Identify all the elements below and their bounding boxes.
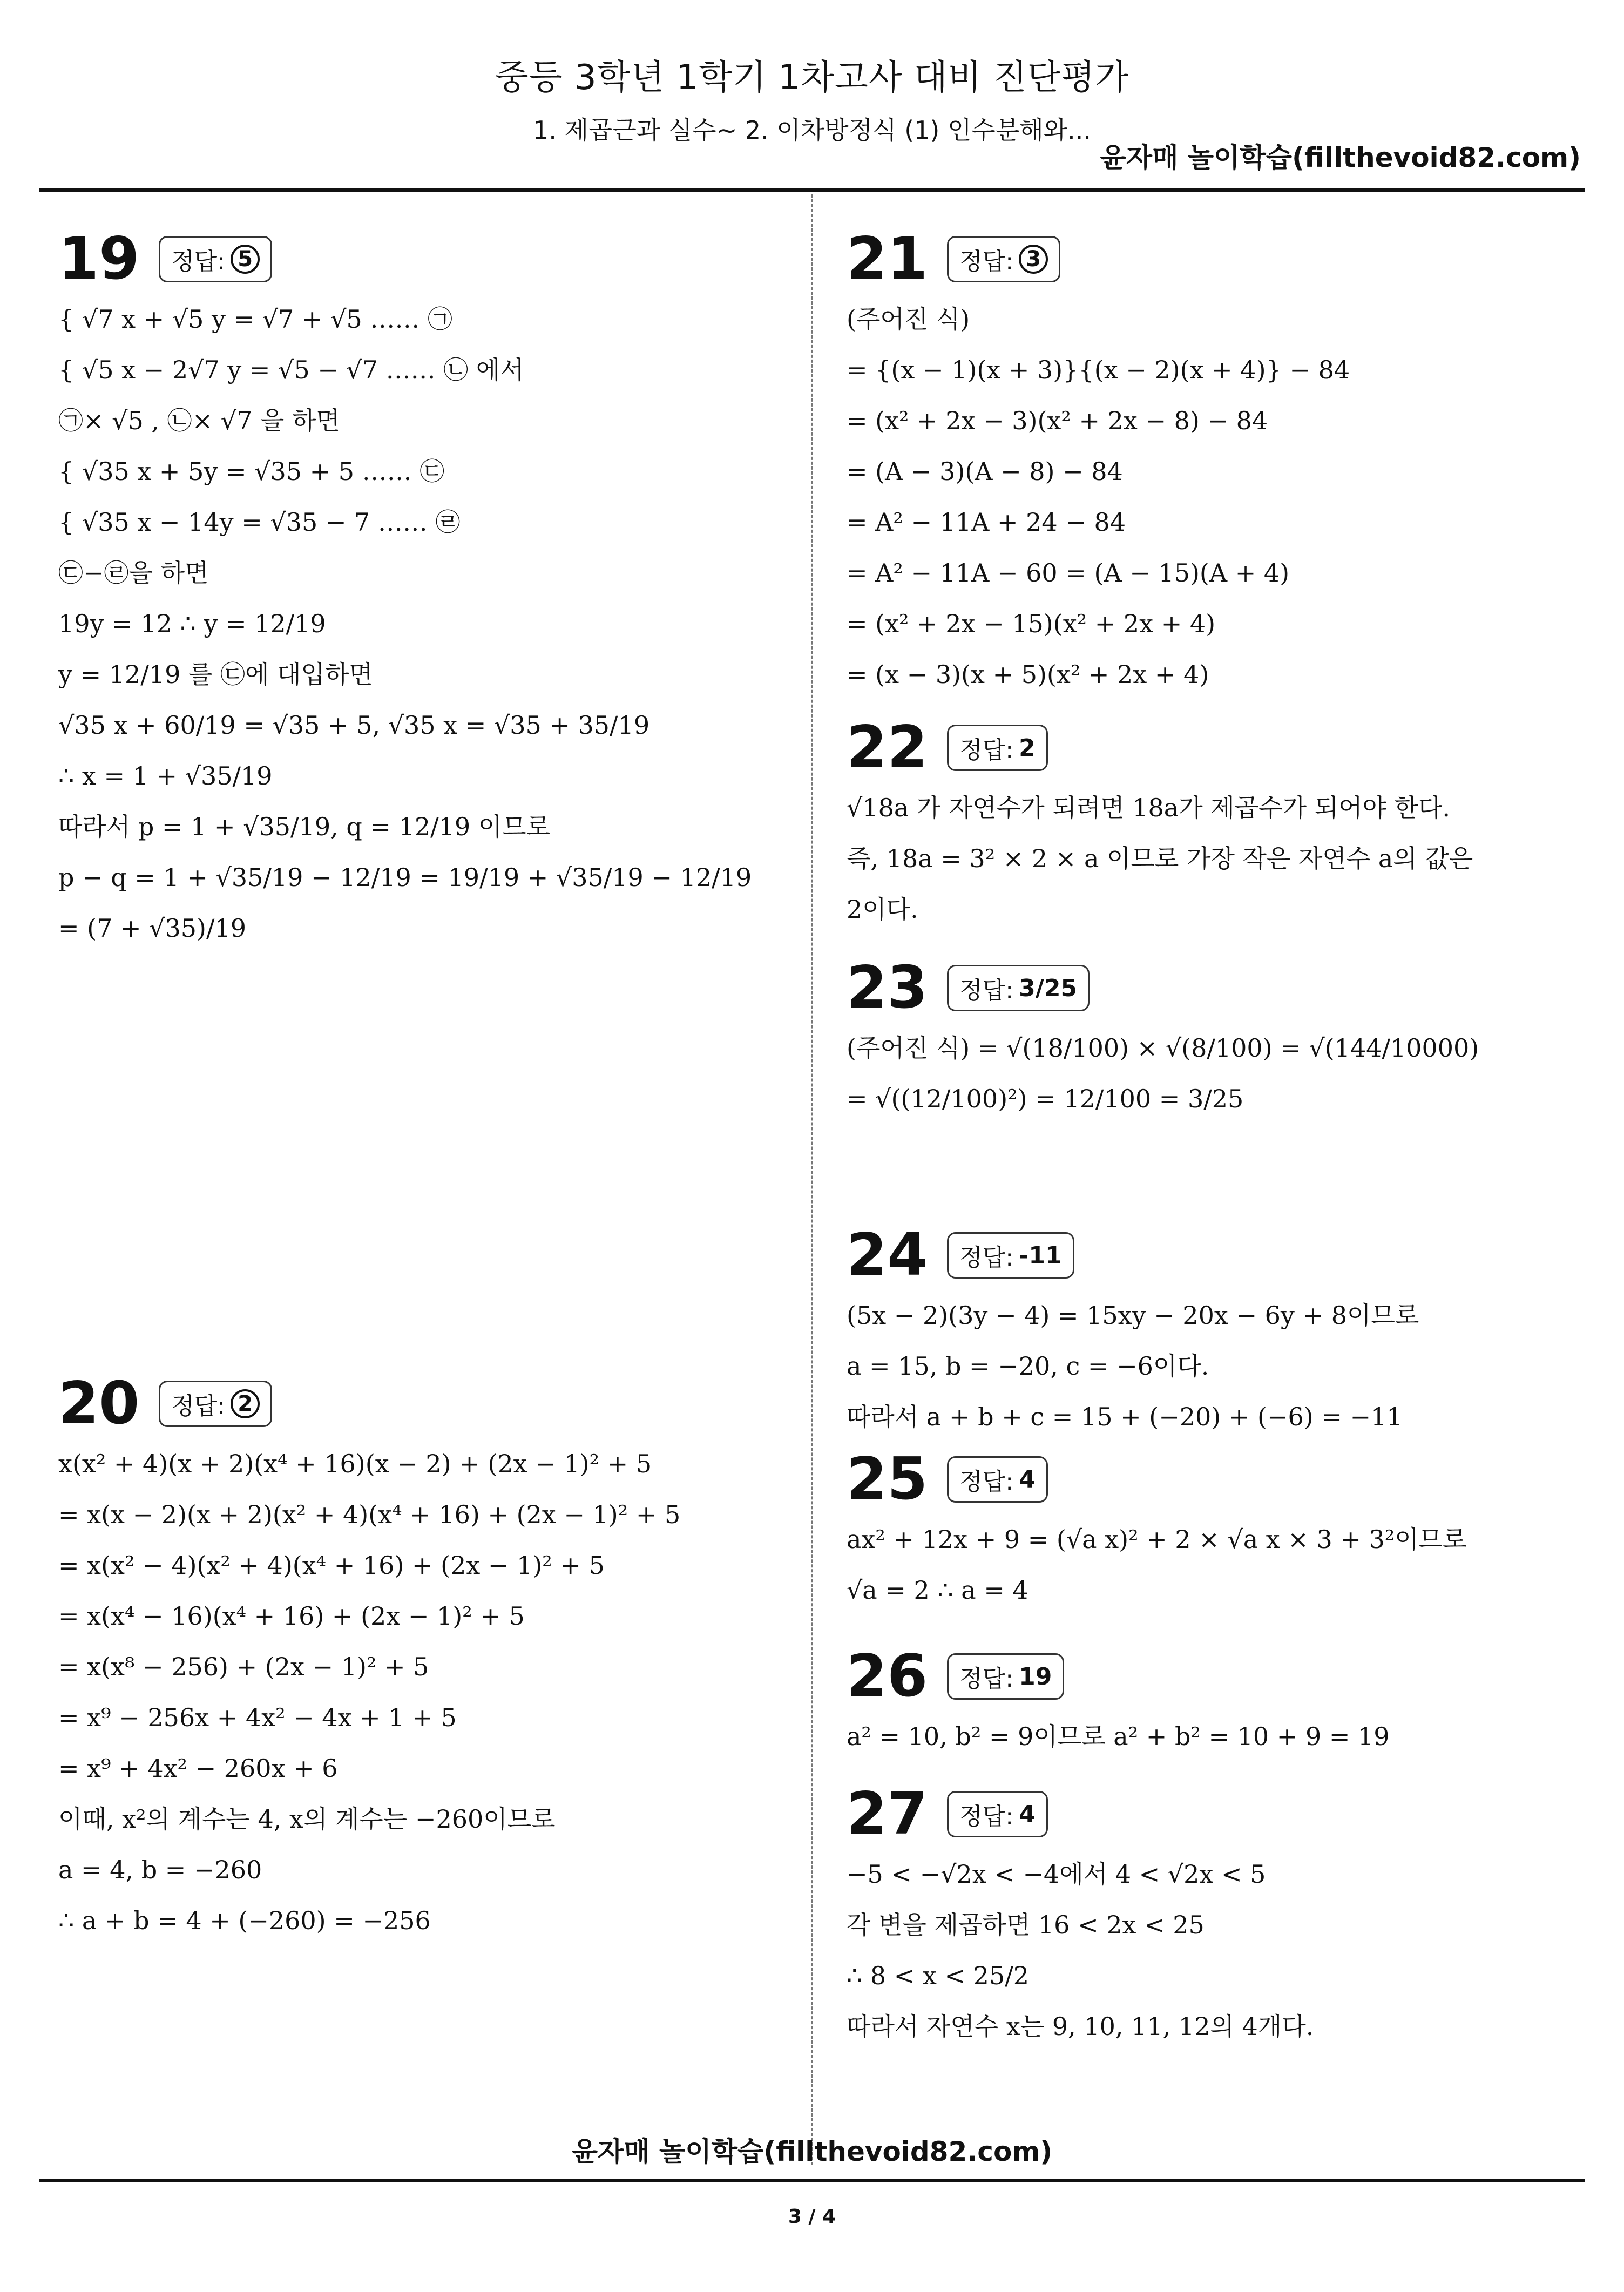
answer-badge xyxy=(947,1456,1047,1503)
answer-value: 19 xyxy=(1019,1662,1052,1691)
solution-line: (주어진 식) xyxy=(847,305,970,334)
solution-line: ㉢−㉣을 하면 xyxy=(58,558,209,587)
solution-line: ∴ x = 1 + √35/19 xyxy=(58,761,273,790)
question-header xyxy=(847,1223,1570,1288)
question-number: 24 xyxy=(847,1221,928,1289)
answer-badge xyxy=(947,725,1047,771)
question-23 xyxy=(847,956,1570,1124)
question-header xyxy=(847,1782,1570,1847)
answer-value: 4 xyxy=(1019,1465,1036,1493)
solution-line: 따라서 자연수 x는 9, 10, 11, 12의 4개다. xyxy=(847,2012,1314,2041)
solution-line: 2이다. xyxy=(847,895,918,924)
solution-line: = x(x⁸ − 256) + (2x − 1)² + 5 xyxy=(58,1652,429,1681)
solution-line: ㉠× √5 , ㉡× √7 을 하면 xyxy=(58,406,340,435)
answer-value: 2 xyxy=(231,1389,260,1418)
question-number: 23 xyxy=(847,954,928,1022)
question-22 xyxy=(847,715,1570,935)
question-number: 21 xyxy=(847,225,928,293)
column-divider xyxy=(811,194,813,2165)
solution-line: = (x − 3)(x + 5)(x² + 2x + 4) xyxy=(847,660,1209,689)
question-header xyxy=(847,227,1570,292)
solution-line: p − q = 1 + √35/19 − 12/19 = 19/19 + √35/19 − 12/19 xyxy=(58,863,752,892)
page-subtitle: 1. 제곱근과 실수~ 2. 이차방정식 (1) 인수분해와... xyxy=(532,116,1092,145)
solution-line: = (x² + 2x − 3)(x² + 2x − 8) − 84 xyxy=(847,406,1268,435)
solution-body xyxy=(847,1514,1570,1615)
solution-line: (주어진 식) = √(18/100) × √(8/100) = √(144/10000) xyxy=(847,1033,1479,1063)
question-21 xyxy=(847,227,1570,700)
solution-line: y = 12/19 를 ㉢에 대입하면 xyxy=(58,660,373,689)
question-number: 22 xyxy=(847,714,928,781)
question-header xyxy=(847,1447,1570,1512)
solution-line: −5 < −√2x < −4에서 4 < √2x < 5 xyxy=(847,1860,1266,1889)
answer-label: 정답: xyxy=(959,1665,1014,1693)
solution-body xyxy=(847,1290,1570,1442)
solution-body xyxy=(847,1711,1570,1762)
question-header xyxy=(847,1644,1570,1709)
question-26 xyxy=(847,1644,1570,1762)
answer-badge xyxy=(159,1381,272,1427)
solution-line: √35 x + 60/19 = √35 + 5, √35 x = √35 + 35/19 xyxy=(58,711,650,740)
answer-label: 정답: xyxy=(171,1392,226,1420)
question-number: 25 xyxy=(847,1445,928,1513)
answer-label: 정답: xyxy=(171,248,226,275)
question-number: 19 xyxy=(58,225,140,293)
question-header xyxy=(847,956,1570,1020)
solution-line: = x(x − 2)(x + 2)(x² + 4)(x⁴ + 16) + (2x − 1)² + 5 xyxy=(58,1500,681,1529)
answer-badge xyxy=(947,1791,1047,1837)
solution-line: = √((12/100)²) = 12/100 = 3/25 xyxy=(847,1084,1244,1113)
answer-label: 정답: xyxy=(959,1803,1014,1830)
question-27 xyxy=(847,1782,1570,2052)
answer-value: -11 xyxy=(1019,1241,1062,1269)
solution-line: = x(x² − 4)(x² + 4)(x⁴ + 16) + (2x − 1)² + 5 xyxy=(58,1551,605,1580)
solution-line: ∴ 8 < x < 25/2 xyxy=(847,1961,1029,1990)
solution-body xyxy=(847,294,1570,700)
question-number: 27 xyxy=(847,1780,928,1848)
solution-line: (5x − 2)(3y − 4) = 15xy − 20x − 6y + 8이므로 xyxy=(847,1301,1419,1330)
solution-line: x(x² + 4)(x + 2)(x⁴ + 16)(x − 2) + (2x − 1)² + 5 xyxy=(58,1449,652,1478)
solution-line: = (7 + √35)/19 xyxy=(58,914,246,943)
solution-line: = A² − 11A + 24 − 84 xyxy=(847,508,1126,537)
answer-badge xyxy=(947,1653,1064,1700)
question-number: 26 xyxy=(847,1642,928,1710)
solution-line: 이때, x²의 계수는 4, x의 계수는 −260이므로 xyxy=(58,1804,556,1834)
answer-value: 3 xyxy=(1019,245,1048,274)
question-header xyxy=(58,227,782,292)
solution-body xyxy=(58,294,782,954)
answer-value: 4 xyxy=(1019,1800,1036,1828)
solution-line: = x⁹ − 256x + 4x² − 4x + 1 + 5 xyxy=(58,1703,457,1732)
header-brand: 윤자매 놀이학습(fillthevoid82.com) xyxy=(1100,142,1581,173)
footer-divider xyxy=(39,2179,1585,2182)
solution-line: √18a 가 자연수가 되려면 18a가 제곱수가 되어야 한다. xyxy=(847,793,1451,822)
solution-line: = (A − 3)(A − 8) − 84 xyxy=(847,457,1123,486)
answer-value: 5 xyxy=(231,245,260,274)
solution-line: a = 15, b = −20, c = −6이다. xyxy=(847,1351,1209,1381)
solution-line: ∴ a + b = 4 + (−260) = −256 xyxy=(58,1906,431,1935)
answer-label: 정답: xyxy=(959,248,1014,275)
solution-line: = A² − 11A − 60 = (A − 15)(A + 4) xyxy=(847,558,1290,587)
solution-line: a = 4, b = −260 xyxy=(58,1855,262,1884)
solution-line: = {(x − 1)(x + 3)}{(x − 2)(x + 4)} − 84 xyxy=(847,355,1350,384)
solution-line: 즉, 18a = 3² × 2 × a 이므로 가장 작은 자연수 a의 값은 xyxy=(847,844,1473,873)
solution-line: 따라서 a + b + c = 15 + (−20) + (−6) = −11 xyxy=(847,1402,1403,1431)
solution-body xyxy=(58,1438,782,1946)
answer-label: 정답: xyxy=(959,977,1014,1004)
solution-line: a² = 10, b² = 9이므로 a² + b² = 10 + 9 = 19 xyxy=(847,1722,1390,1751)
question-number: 20 xyxy=(58,1370,140,1437)
answer-label: 정답: xyxy=(959,1244,1014,1272)
answer-badge xyxy=(947,236,1060,282)
footer-brand: 윤자매 놀이학습(fillthevoid82.com) xyxy=(571,2136,1053,2167)
answer-badge xyxy=(159,236,272,282)
solution-line: 19y = 12 ∴ y = 12/19 xyxy=(58,609,326,638)
solution-line: { √7 x + √5 y = √7 + √5 …… ㉠ xyxy=(58,305,452,334)
solution-line: { √35 x + 5y = √35 + 5 …… ㉢ xyxy=(58,457,445,486)
answer-badge xyxy=(947,1232,1074,1279)
solution-line: 각 변을 제곱하면 16 < 2x < 25 xyxy=(847,1910,1205,1939)
answer-badge xyxy=(947,965,1090,1011)
answer-label: 정답: xyxy=(959,736,1014,764)
answer-value: 2 xyxy=(1019,734,1036,762)
page-number: 3 / 4 xyxy=(788,2206,836,2228)
solution-line: ax² + 12x + 9 = (√a x)² + 2 × √a x × 3 + 3²이므로 xyxy=(847,1525,1467,1554)
solution-line: 따라서 p = 1 + √35/19, q = 12/19 이므로 xyxy=(58,812,551,841)
solution-body xyxy=(847,1849,1570,2052)
question-header xyxy=(847,715,1570,780)
question-header xyxy=(58,1371,782,1436)
question-25 xyxy=(847,1447,1570,1615)
answer-label: 정답: xyxy=(959,1468,1014,1496)
solution-line: = x⁹ + 4x² − 260x + 6 xyxy=(58,1754,338,1783)
solution-body xyxy=(847,782,1570,935)
question-19 xyxy=(58,227,782,954)
page-title: 중등 3학년 1학기 1차고사 대비 진단평가 xyxy=(495,58,1129,98)
solution-line: = x(x⁴ − 16)(x⁴ + 16) + (2x − 1)² + 5 xyxy=(58,1601,525,1631)
question-20 xyxy=(58,1371,782,1946)
solution-body xyxy=(847,1023,1570,1124)
solution-line: = (x² + 2x − 15)(x² + 2x + 4) xyxy=(847,609,1216,638)
solution-line: { √35 x − 14y = √35 − 7 …… ㉣ xyxy=(58,508,461,537)
header-divider xyxy=(39,188,1585,192)
solution-line: √a = 2 ∴ a = 4 xyxy=(847,1576,1028,1605)
solution-line: { √5 x − 2√7 y = √5 − √7 …… ㉡ 에서 xyxy=(58,355,524,384)
answer-value: 3/25 xyxy=(1019,974,1078,1002)
question-24 xyxy=(847,1223,1570,1442)
